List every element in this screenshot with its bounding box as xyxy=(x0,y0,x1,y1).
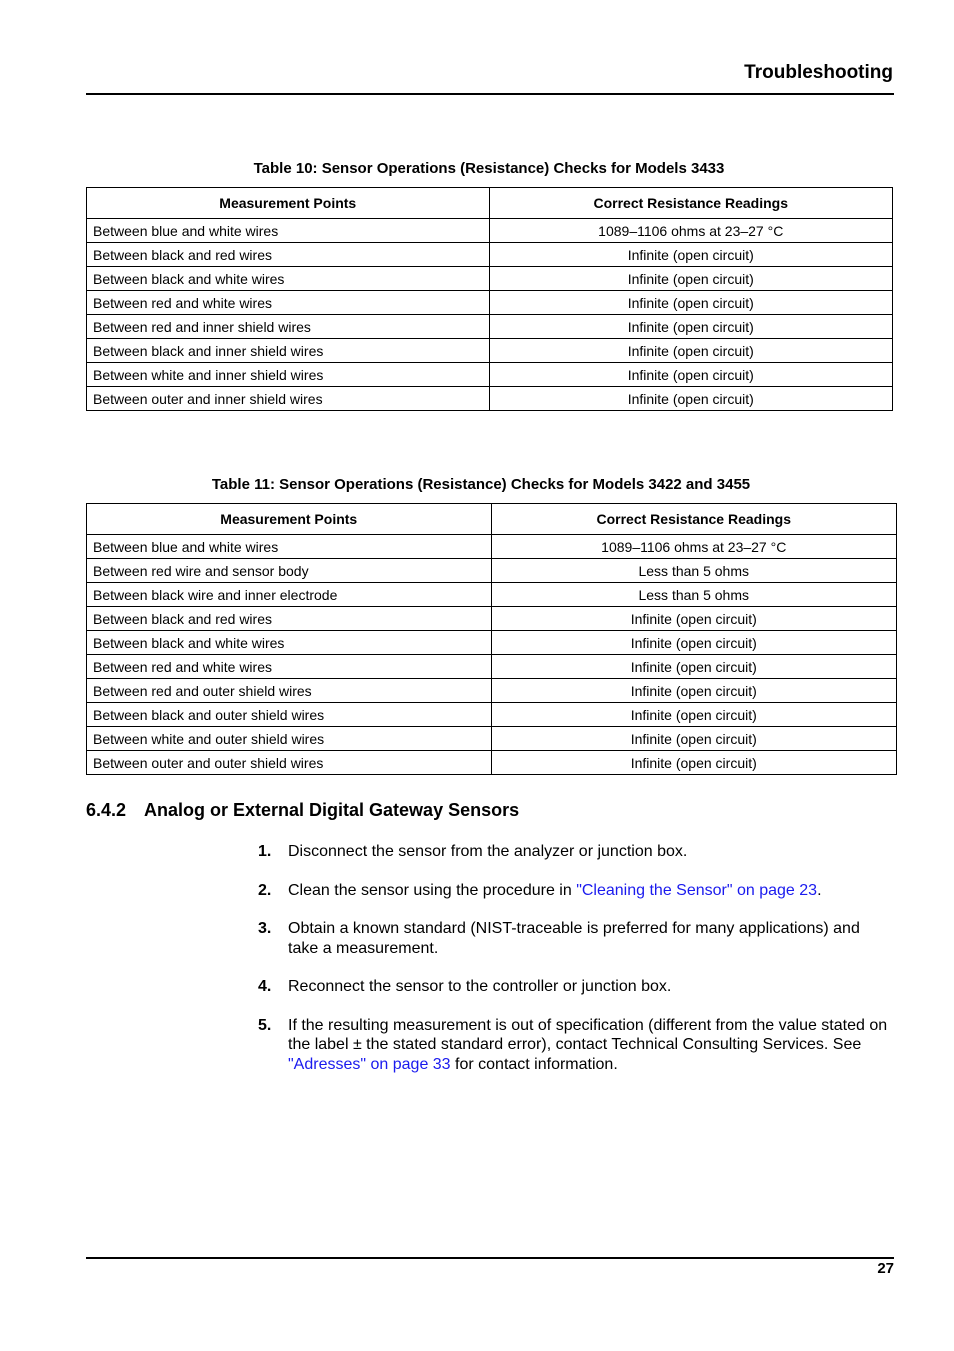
column-header: Correct Resistance Readings xyxy=(489,188,893,219)
measurement-point-cell: Between white and inner shield wires xyxy=(87,363,490,387)
table10-caption: Table 10: Sensor Operations (Resistance) Checks for Models 3433 xyxy=(253,160,725,177)
measurement-point-cell: Between red and white wires xyxy=(87,291,490,315)
table-row xyxy=(87,655,897,679)
table-header-row xyxy=(87,188,893,219)
table-row xyxy=(87,315,893,339)
resistance-reading-cell: Infinite (open circuit) xyxy=(489,267,893,291)
measurement-point-cell: Between red and white wires xyxy=(87,655,492,679)
table-row xyxy=(87,339,893,363)
resistance-reading-cell: Infinite (open circuit) xyxy=(491,607,897,631)
section-title: Analog or External Digital Gateway Sensors xyxy=(144,800,520,820)
measurement-point-cell: Between blue and white wires xyxy=(87,219,490,243)
resistance-reading-cell: Infinite (open circuit) xyxy=(489,243,893,267)
step-text: . xyxy=(817,881,822,899)
step-number: 1. xyxy=(258,843,272,860)
cleaning-sensor-link[interactable]: "Cleaning the Sensor" on page 23 xyxy=(576,881,818,899)
table-row xyxy=(87,387,893,411)
table-row xyxy=(87,607,897,631)
page-number: 27 xyxy=(877,1260,894,1277)
resistance-reading-cell: Infinite (open circuit) xyxy=(491,727,897,751)
procedure-steps xyxy=(258,842,894,1093)
measurement-point-cell: Between white and outer shield wires xyxy=(87,727,492,751)
measurement-point-cell: Between black and white wires xyxy=(87,631,492,655)
table11-caption: Table 11: Sensor Operations (Resistance) Checks for Models 3422 and 3455 xyxy=(211,476,751,493)
table-row xyxy=(87,291,893,315)
section-number: 6.4.2 xyxy=(86,800,127,820)
step-text: Clean the sensor using the procedure in xyxy=(288,881,577,899)
step-number: 4. xyxy=(258,978,272,995)
header-rule xyxy=(86,93,894,95)
measurement-point-cell: Between black wire and inner electrode xyxy=(87,583,492,607)
step-number: 2. xyxy=(258,881,272,899)
table-row xyxy=(87,243,893,267)
resistance-reading-cell: Infinite (open circuit) xyxy=(491,655,897,679)
procedure-step xyxy=(258,977,894,997)
addresses-link[interactable]: "Adresses" on page 33 xyxy=(288,1055,451,1073)
resistance-reading-cell: 1089–1106 ohms at 23–27 °C xyxy=(491,535,897,559)
resistance-reading-cell: Infinite (open circuit) xyxy=(489,315,893,339)
measurement-point-cell: Between black and red wires xyxy=(87,607,492,631)
measurement-point-cell: Between black and outer shield wires xyxy=(87,703,492,727)
column-header: Measurement Points xyxy=(87,504,492,535)
resistance-reading-cell: Infinite (open circuit) xyxy=(491,679,897,703)
measurement-point-cell: Between red and inner shield wires xyxy=(87,315,490,339)
measurement-point-cell: Between outer and outer shield wires xyxy=(87,751,492,775)
resistance-reading-cell: Less than 5 ohms xyxy=(491,559,897,583)
procedure-step xyxy=(258,842,894,862)
column-header: Measurement Points xyxy=(87,188,490,219)
step-text: Disconnect the sensor from the analyzer or junction box. xyxy=(288,843,688,860)
table10 xyxy=(86,187,893,411)
step-number: 3. xyxy=(258,920,272,937)
table-row xyxy=(87,751,897,775)
procedure-step xyxy=(258,919,894,958)
step-text: Obtain a known standard (NIST-traceable is preferred for many applications) and take a measurement. xyxy=(288,920,860,957)
measurement-point-cell: Between black and inner shield wires xyxy=(87,339,490,363)
measurement-point-cell: Between red and outer shield wires xyxy=(87,679,492,703)
resistance-reading-cell: Infinite (open circuit) xyxy=(489,291,893,315)
table-row xyxy=(87,583,897,607)
resistance-reading-cell: Infinite (open circuit) xyxy=(489,387,893,411)
step-text: for contact information. xyxy=(450,1055,618,1073)
table-row xyxy=(87,363,893,387)
procedure-step xyxy=(258,881,894,901)
footer-rule xyxy=(86,1257,894,1259)
resistance-reading-cell: 1089–1106 ohms at 23–27 °C xyxy=(489,219,893,243)
measurement-point-cell: Between black and red wires xyxy=(87,243,490,267)
table-row xyxy=(87,679,897,703)
resistance-reading-cell: Infinite (open circuit) xyxy=(489,339,893,363)
measurement-point-cell: Between red wire and sensor body xyxy=(87,559,492,583)
column-header: Correct Resistance Readings xyxy=(491,504,897,535)
step-text: Reconnect the sensor to the controller or junction box. xyxy=(288,978,672,995)
resistance-reading-cell: Infinite (open circuit) xyxy=(489,363,893,387)
measurement-point-cell: Between black and white wires xyxy=(87,267,490,291)
table-header-row xyxy=(87,504,897,535)
header-title: Troubleshooting xyxy=(744,62,893,83)
table-row xyxy=(87,559,897,583)
table-row xyxy=(87,703,897,727)
measurement-point-cell: Between blue and white wires xyxy=(87,535,492,559)
step-number: 5. xyxy=(258,1016,272,1034)
table-row xyxy=(87,267,893,291)
resistance-reading-cell: Less than 5 ohms xyxy=(491,583,897,607)
resistance-reading-cell: Infinite (open circuit) xyxy=(491,631,897,655)
step-text: If the resulting measurement is out of specification (different from the value stated on the label ± the stated standard error), contact Technical Consulting Services. See xyxy=(288,1016,888,1053)
table-row xyxy=(87,219,893,243)
resistance-reading-cell: Infinite (open circuit) xyxy=(491,703,897,727)
section-heading xyxy=(86,800,519,821)
table-row xyxy=(87,535,897,559)
table-row xyxy=(87,631,897,655)
resistance-reading-cell: Infinite (open circuit) xyxy=(491,751,897,775)
table-row xyxy=(87,727,897,751)
procedure-step xyxy=(258,1016,894,1075)
measurement-point-cell: Between outer and inner shield wires xyxy=(87,387,490,411)
table11 xyxy=(86,503,897,775)
